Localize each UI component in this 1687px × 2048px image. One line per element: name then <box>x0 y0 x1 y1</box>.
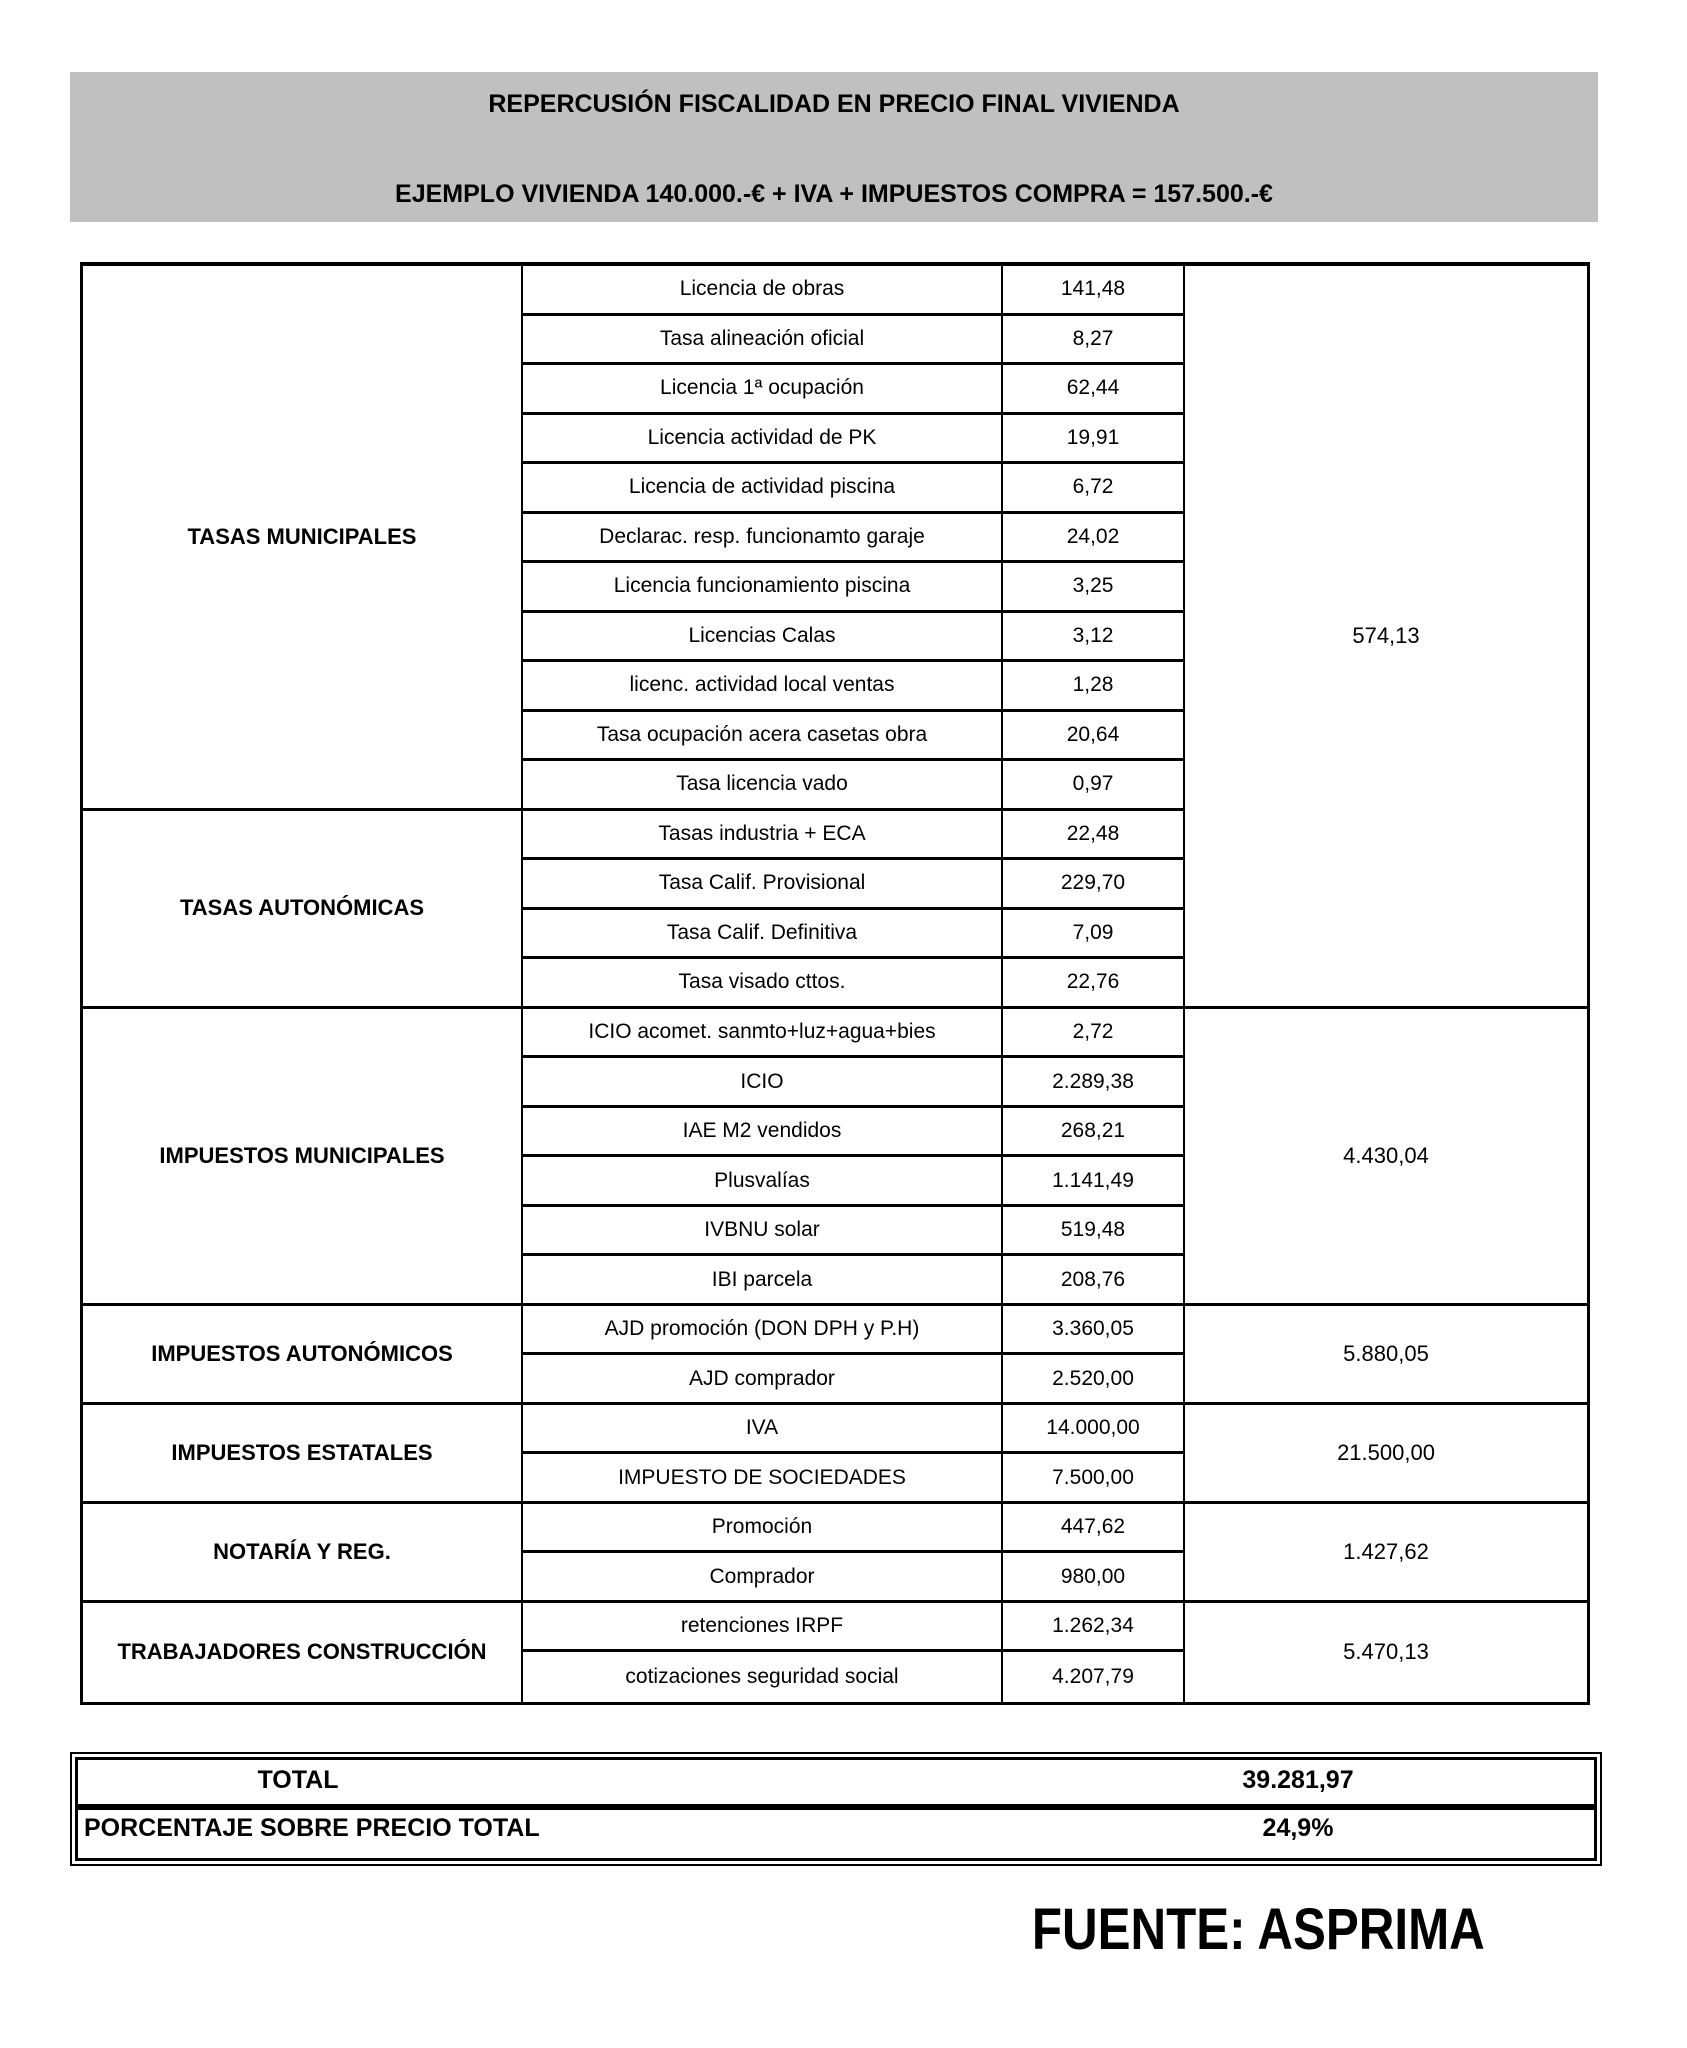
page-subtitle: EJEMPLO VIVIENDA 140.000.-€ + IVA + IMPUESTOS COMPRA = 157.500.-€ <box>395 180 1273 208</box>
item-label-cell: AJD comprador <box>523 1355 1003 1405</box>
category-cell: IMPUESTOS MUNICIPALES <box>83 1009 523 1306</box>
item-label-cell: Licencias Calas <box>523 613 1003 663</box>
item-value-cell: 4.207,79 <box>1003 1652 1185 1702</box>
subtotal-cell: 1.427,62 <box>1185 1504 1587 1603</box>
item-label-cell: Licencia de actividad piscina <box>523 464 1003 514</box>
tax-breakdown-table <box>80 262 1590 1705</box>
item-value-cell: 1,28 <box>1003 662 1185 712</box>
item-value-cell: 7.500,00 <box>1003 1454 1185 1504</box>
item-label-cell: Tasa alineación oficial <box>523 316 1003 366</box>
item-value-cell: 20,64 <box>1003 712 1185 762</box>
item-value-cell: 2.289,38 <box>1003 1058 1185 1108</box>
item-value-cell: 519,48 <box>1003 1207 1185 1257</box>
item-value-cell: 24,02 <box>1003 514 1185 564</box>
totals-box-inner <box>75 1757 1597 1861</box>
category-cell: TASAS AUTONÓMICAS <box>83 811 523 1009</box>
item-label-cell: Plusvalías <box>523 1157 1003 1207</box>
page-title: REPERCUSIÓN FISCALIDAD EN PRECIO FINAL VIVIENDA <box>488 90 1180 118</box>
item-value-cell: 2,72 <box>1003 1009 1185 1059</box>
item-label-cell: Tasas industria + ECA <box>523 811 1003 861</box>
item-label-cell: Tasa Calif. Definitiva <box>523 910 1003 960</box>
item-value-cell: 447,62 <box>1003 1504 1185 1554</box>
item-value-cell: 3,12 <box>1003 613 1185 663</box>
item-value-cell: 6,72 <box>1003 464 1185 514</box>
item-value-cell: 980,00 <box>1003 1553 1185 1603</box>
item-label-cell: ICIO <box>523 1058 1003 1108</box>
category-cell: NOTARÍA Y REG. <box>83 1504 523 1603</box>
source-credit: FUENTE: ASPRIMA <box>1032 1897 1485 1962</box>
percentage-value: 24,9% <box>1262 1814 1334 1842</box>
item-label-cell: ICIO acomet. sanmto+luz+agua+bies <box>523 1009 1003 1059</box>
category-cell: IMPUESTOS AUTONÓMICOS <box>83 1306 523 1405</box>
item-label-cell: IMPUESTO DE SOCIEDADES <box>523 1454 1003 1504</box>
item-value-cell: 3,25 <box>1003 563 1185 613</box>
subtotal-cell: 574,13 <box>1185 266 1587 1009</box>
category-cell: TASAS MUNICIPALES <box>83 266 523 811</box>
item-value-cell: 2.520,00 <box>1003 1355 1185 1405</box>
percentage-row <box>78 1810 1594 1858</box>
item-label-cell: Tasa ocupación acera casetas obra <box>523 712 1003 762</box>
item-value-cell: 1.141,49 <box>1003 1157 1185 1207</box>
item-label-cell: Licencia de obras <box>523 266 1003 316</box>
item-value-cell: 268,21 <box>1003 1108 1185 1158</box>
item-value-cell: 19,91 <box>1003 415 1185 465</box>
item-label-cell: Declarac. resp. funcionamto garaje <box>523 514 1003 564</box>
subtotal-cell: 5.880,05 <box>1185 1306 1587 1405</box>
item-value-cell: 1.262,34 <box>1003 1603 1185 1653</box>
item-value-cell: 141,48 <box>1003 266 1185 316</box>
item-label-cell: cotizaciones seguridad social <box>523 1652 1003 1702</box>
item-label-cell: Comprador <box>523 1553 1003 1603</box>
item-label-cell: IAE M2 vendidos <box>523 1108 1003 1158</box>
category-cell: IMPUESTOS ESTATALES <box>83 1405 523 1504</box>
percentage-label: PORCENTAJE SOBRE PRECIO TOTAL <box>84 1814 540 1842</box>
item-label-cell: Tasa visado cttos. <box>523 959 1003 1009</box>
item-label-cell: Licencia actividad de PK <box>523 415 1003 465</box>
item-value-cell: 8,27 <box>1003 316 1185 366</box>
item-label-cell: licenc. actividad local ventas <box>523 662 1003 712</box>
item-value-cell: 14.000,00 <box>1003 1405 1185 1455</box>
item-value-cell: 22,76 <box>1003 959 1185 1009</box>
item-label-cell: IBI parcela <box>523 1256 1003 1306</box>
subtotal-cell: 4.430,04 <box>1185 1009 1587 1306</box>
item-label-cell: Licencia funcionamiento piscina <box>523 563 1003 613</box>
item-label-cell: retenciones IRPF <box>523 1603 1003 1653</box>
item-label-cell: Tasa licencia vado <box>523 761 1003 811</box>
subtotal-cell: 5.470,13 <box>1343 1639 1429 1665</box>
item-value-cell: 229,70 <box>1003 860 1185 910</box>
item-value-cell: 0,97 <box>1003 761 1185 811</box>
header-box <box>70 72 1598 222</box>
item-label-cell: Licencia 1ª ocupación <box>523 365 1003 415</box>
subtotal-cell: 21.500,00 <box>1185 1405 1587 1504</box>
category-cell: TRABAJADORES CONSTRUCCIÓN <box>83 1603 523 1702</box>
total-value: 39.281,97 <box>1242 1766 1354 1794</box>
item-value-cell: 3.360,05 <box>1003 1306 1185 1356</box>
totals-box <box>70 1752 1602 1866</box>
item-label-cell: AJD promoción (DON DPH y P.H) <box>523 1306 1003 1356</box>
item-label-cell: Promoción <box>523 1504 1003 1554</box>
item-value-cell: 22,48 <box>1003 811 1185 861</box>
item-value-cell: 7,09 <box>1003 910 1185 960</box>
item-label-cell: IVBNU solar <box>523 1207 1003 1257</box>
total-row <box>78 1760 1594 1810</box>
item-value-cell: 208,76 <box>1003 1256 1185 1306</box>
item-label-cell: Tasa Calif. Provisional <box>523 860 1003 910</box>
total-label: TOTAL <box>257 1766 339 1794</box>
item-label-cell: IVA <box>523 1405 1003 1455</box>
item-value-cell: 62,44 <box>1003 365 1185 415</box>
